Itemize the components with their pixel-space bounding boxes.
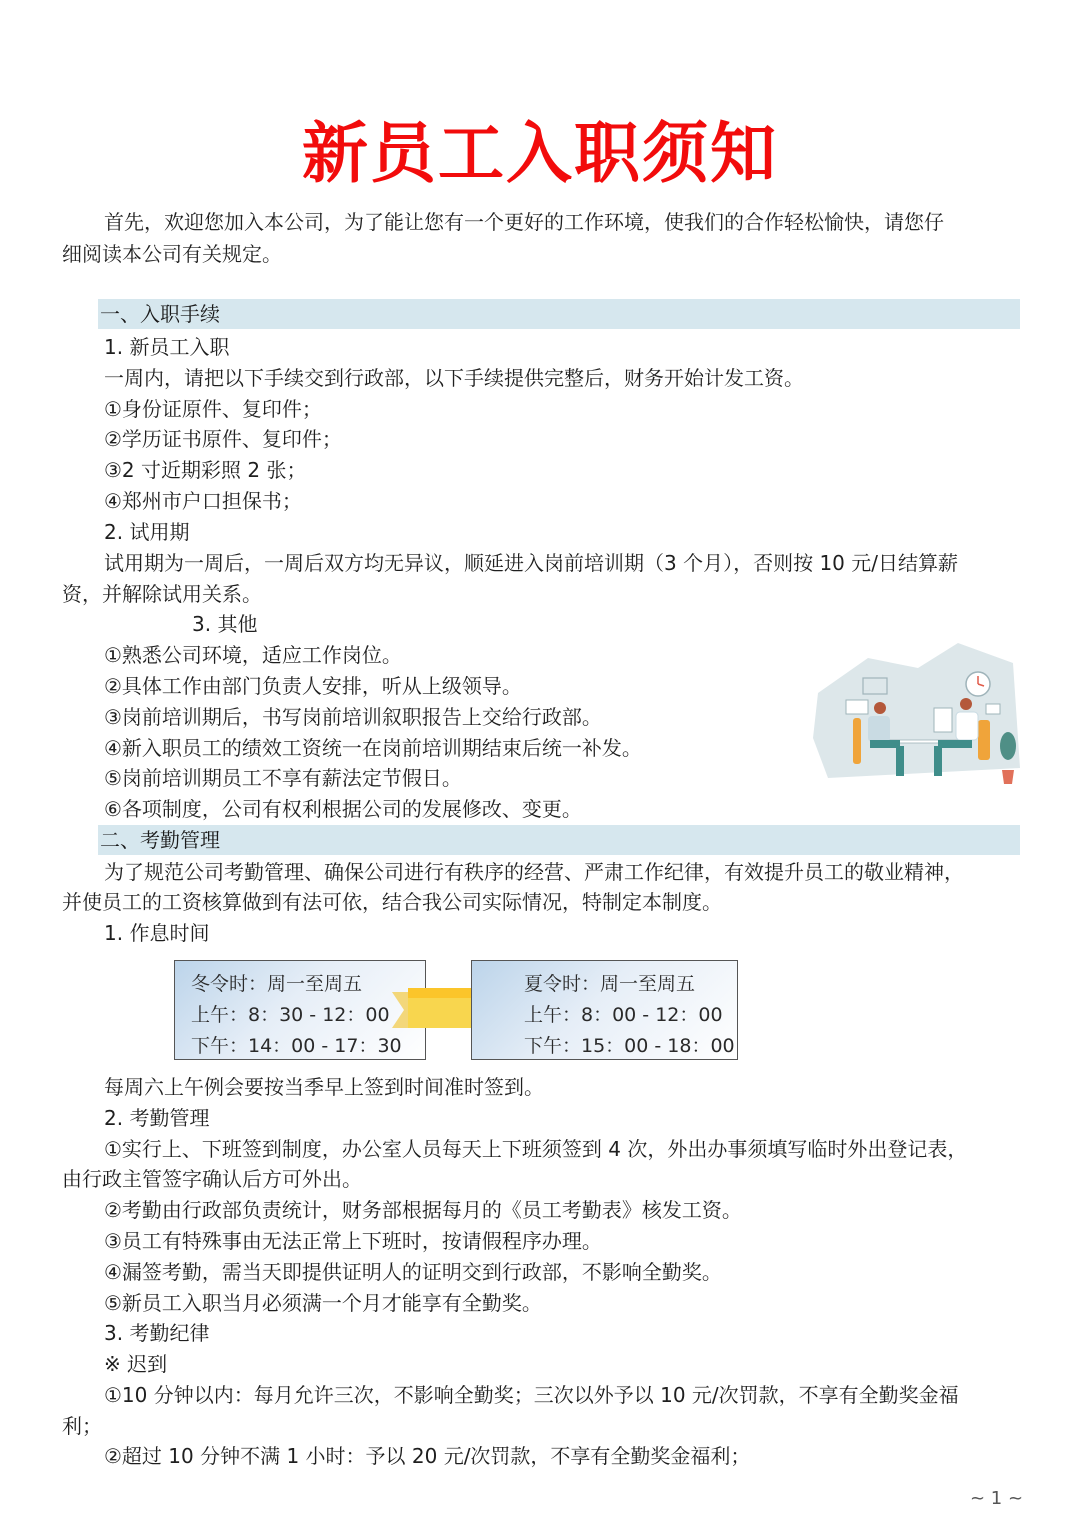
schedule-morning: 上午：8：00 - 12：00	[524, 1004, 723, 1026]
paragraph: 试用期为一周后，一周后双方均无异议，顺延进入岗前培训期（3 个月），否则按 10 元/日结算薪	[104, 551, 958, 575]
section-heading-bar	[98, 825, 1020, 855]
interview-illustration	[808, 638, 1024, 788]
section-heading: 一、入职手续	[100, 302, 220, 326]
page-number: ~ 1 ~	[970, 1488, 1024, 1509]
section-heading-bar	[98, 299, 1020, 329]
list-item: ①10 分钟以内：每月允许三次，不影响全勤奖；三次以外予以 10 元/次罚款，不享有全勤奖金福	[104, 1383, 959, 1407]
list-item: ②考勤由行政部负责统计，财务部根据每月的《员工考勤表》核发工资。	[104, 1198, 742, 1222]
subsection-title: 3. 其他	[192, 612, 258, 636]
list-item: ⑤新员工入职当月必须满一个月才能享有全勤奖。	[104, 1291, 542, 1315]
list-item: ③2 寸近期彩照 2 张；	[104, 458, 307, 482]
list-item: 由行政主管签字确认后方可外出。	[62, 1167, 362, 1191]
list-item: ①实行上、下班签到制度，办公室人员每天上下班须签到 4 次，外出办事须填写临时外出登记表，	[104, 1137, 968, 1161]
winter-schedule-box	[174, 960, 426, 1060]
paragraph: 每周六上午例会要按当季早上签到时间准时签到。	[104, 1075, 544, 1099]
list-item: ④漏签考勤，需当天即提供证明人的证明交到行政部，不影响全勤奖。	[104, 1260, 722, 1284]
list-item: ①身份证原件、复印件；	[104, 397, 322, 421]
list-item: ③岗前培训期后，书写岗前培训叙职报告上交给行政部。	[104, 705, 602, 729]
list-item: ④新入职员工的绩效工资统一在岗前培训期结束后统一补发。	[104, 736, 642, 760]
subsection-title: 1. 新员工入职	[104, 335, 230, 359]
schedule-label: 夏令时：周一至周五	[524, 973, 696, 995]
paragraph: 并使员工的工资核算做到有法可依，结合我公司实际情况，特制定本制度。	[62, 890, 722, 914]
subsection-title: 2. 试用期	[104, 520, 190, 544]
summer-schedule-box	[471, 960, 738, 1060]
list-item: ④郑州市户口担保书；	[104, 489, 302, 513]
intro-line-1: 首先，欢迎您加入本公司，为了能让您有一个更好的工作环境，使我们的合作轻松愉快，请您仔	[104, 210, 944, 234]
list-item: 利；	[62, 1414, 102, 1438]
document-title: 新员工入职须知	[302, 115, 778, 192]
subsection-title: 2. 考勤管理	[104, 1106, 210, 1130]
schedule-label: 冬令时：周一至周五	[191, 973, 363, 995]
intro-line-2: 细阅读本公司有关规定。	[62, 242, 282, 266]
schedule-afternoon: 下午：14：00 - 17：30	[191, 1035, 402, 1057]
paragraph: 为了规范公司考勤管理、确保公司进行有秩序的经营、严肃工作纪律，有效提升员工的敬业精神，	[104, 860, 964, 884]
list-item: ②具体工作由部门负责人安排，听从上级领导。	[104, 674, 522, 698]
paragraph: 一周内，请把以下手续交到行政部，以下手续提供完整后，财务开始计发工资。	[104, 366, 804, 390]
subsection-title: 1. 作息时间	[104, 921, 210, 945]
list-item: ②超过 10 分钟不满 1 小时：予以 20 元/次罚款，不享有全勤奖金福利；	[104, 1444, 751, 1468]
list-item: ⑤岗前培训期员工不享有薪法定节假日。	[104, 766, 462, 790]
paragraph: 资，并解除试用关系。	[62, 582, 262, 606]
list-item: ⑥各项制度，公司有权利根据公司的发展修改、变更。	[104, 797, 582, 821]
subheading: ※ 迟到	[104, 1352, 168, 1376]
subsection-title: 3. 考勤纪律	[104, 1321, 210, 1345]
schedule-afternoon: 下午：15：00 - 18：00	[524, 1035, 735, 1057]
list-item: ①熟悉公司环境，适应工作岗位。	[104, 643, 402, 667]
list-item: ③员工有特殊事由无法正常上下班时，按请假程序办理。	[104, 1229, 602, 1253]
schedule-morning: 上午：8：30 - 12：00	[191, 1004, 390, 1026]
list-item: ②学历证书原件、复印件；	[104, 427, 342, 451]
section-heading: 二、考勤管理	[100, 828, 220, 852]
